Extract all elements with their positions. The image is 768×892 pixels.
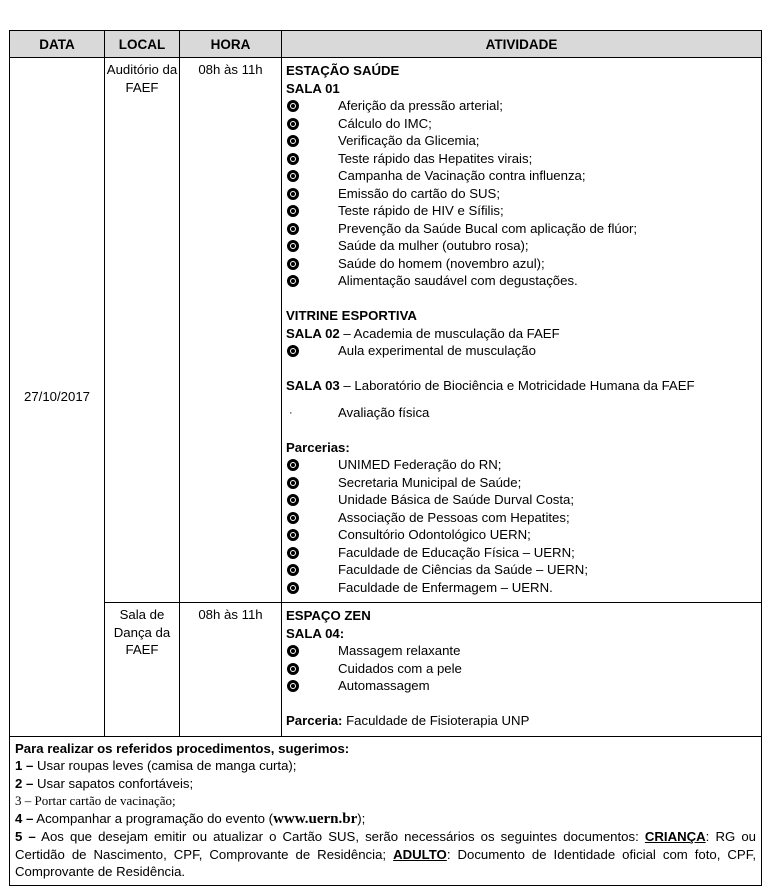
list-item-label: Avaliação física bbox=[338, 404, 430, 420]
list-item bbox=[286, 642, 757, 660]
sala03-label: SALA 03 bbox=[286, 378, 340, 393]
bullet-icon bbox=[287, 564, 299, 576]
list-item-label: Verificação da Glicemia; bbox=[338, 133, 480, 148]
list-item bbox=[286, 272, 757, 290]
footer-num-4: 4 – bbox=[15, 810, 34, 826]
footer-num-2: 2 – bbox=[15, 775, 34, 791]
list-item bbox=[286, 132, 757, 150]
footer-text-1: Usar roupas leves (camisa de manga curta); bbox=[33, 758, 297, 773]
zen-title: ESPAÇO ZEN bbox=[286, 608, 371, 623]
bullet-icon bbox=[287, 663, 299, 675]
sala01-title: SALA 01 bbox=[286, 80, 340, 96]
list-item-label: Automassagem bbox=[338, 678, 430, 693]
footer-line-2 bbox=[15, 775, 756, 793]
hora-cell-2: 08h às 11h bbox=[180, 603, 282, 737]
sala03-list bbox=[286, 404, 757, 422]
bullet-icon bbox=[287, 100, 299, 112]
footer-title: Para realizar os referidos procedimentos, sugerimos: bbox=[15, 740, 350, 756]
sala03-desc: – Laboratório de Biociência e Motricidade Humana da FAEF bbox=[339, 378, 695, 393]
bullet-icon bbox=[287, 345, 299, 357]
footer-num-1: 1 – bbox=[15, 758, 34, 773]
list-item-label: Saúde do homem (novembro azul); bbox=[338, 255, 545, 271]
list-item bbox=[286, 255, 757, 273]
list-item-label: Faculdade de Ciências da Saúde – UERN; bbox=[338, 562, 588, 577]
bullet-icon bbox=[287, 135, 299, 147]
list-item-label: Secretaria Municipal de Saúde; bbox=[338, 474, 522, 490]
list-item bbox=[286, 220, 757, 238]
vitrine-title: VITRINE ESPORTIVA bbox=[286, 308, 417, 323]
list-item-label: Aferição da pressão arterial; bbox=[338, 98, 503, 113]
bullet-icon bbox=[287, 459, 299, 471]
list-item bbox=[286, 561, 757, 579]
bullet-icon bbox=[287, 512, 299, 524]
table-row bbox=[10, 58, 762, 603]
sala02-list bbox=[286, 342, 757, 360]
list-item bbox=[286, 202, 757, 220]
list-item bbox=[286, 237, 757, 255]
footer-text-4: Acompanhar a programação do evento ( bbox=[33, 810, 274, 826]
crianca-text: : RG ou Certidão de Nascimento, CPF, Comprovante de Residência; bbox=[15, 829, 756, 862]
list-item bbox=[286, 660, 757, 678]
parceria-text: Faculdade de Fisioterapia UNP bbox=[342, 713, 530, 728]
list-item bbox=[286, 491, 757, 509]
parceria-label: Parceria: bbox=[286, 713, 343, 728]
estacao-title: ESTAÇÃO SAÚDE bbox=[286, 63, 400, 78]
list-item-label: Prevenção da Saúde Bucal com aplicação de flúor; bbox=[338, 220, 638, 236]
list-item-label: Emissão do cartão do SUS; bbox=[338, 185, 500, 201]
list-item bbox=[286, 404, 757, 422]
header-atividade: ATIVIDADE bbox=[282, 31, 762, 58]
atividade-cell-2 bbox=[282, 603, 762, 737]
date-cell: 27/10/2017 bbox=[10, 58, 105, 737]
list-item bbox=[286, 167, 757, 185]
table-row bbox=[10, 603, 762, 737]
sala04-list bbox=[286, 642, 757, 695]
atividade-cell-1 bbox=[282, 58, 762, 603]
footer-text-5: Aos que desejam emitir ou atualizar o Cartão SUS, serão necessários os seguintes documentos: bbox=[35, 829, 645, 844]
bullet-icon bbox=[287, 494, 299, 506]
sala04-title: SALA 04: bbox=[286, 625, 345, 641]
list-item-label: Consultório Odontológico UERN; bbox=[338, 527, 531, 542]
bullet-icon bbox=[287, 582, 299, 594]
list-item-label: Campanha de Vacinação contra influenza; bbox=[338, 168, 586, 183]
parceria-line bbox=[286, 712, 757, 730]
footer-text-2: Usar sapatos confortáveis; bbox=[33, 775, 194, 791]
list-item-label: Teste rápido das Hepatites virais; bbox=[338, 150, 533, 166]
footer-end-4: ); bbox=[357, 810, 366, 826]
parcerias-list bbox=[286, 456, 757, 596]
header-row bbox=[10, 31, 762, 58]
sala02-label: SALA 02 bbox=[286, 325, 340, 341]
parcerias-title: Parcerias: bbox=[286, 439, 350, 455]
list-item-label: Teste rápido de HIV e Sífilis; bbox=[338, 203, 504, 218]
list-item-label: UNIMED Federação do RN; bbox=[338, 457, 502, 472]
footer-line-3: 3 – Portar cartão de vacinação; bbox=[15, 793, 176, 808]
sala03-line bbox=[286, 377, 757, 395]
bullet-icon bbox=[287, 477, 299, 489]
list-item-label: Associação de Pessoas com Hepatites; bbox=[338, 509, 570, 525]
bullet-icon bbox=[287, 645, 299, 657]
list-item bbox=[286, 150, 757, 168]
list-item bbox=[286, 185, 757, 203]
list-item-label: Massagem relaxante bbox=[338, 643, 461, 658]
list-item bbox=[286, 115, 757, 133]
list-item bbox=[286, 509, 757, 527]
list-item-label: Faculdade de Enfermagem – UERN. bbox=[338, 579, 553, 595]
schedule-table bbox=[9, 30, 762, 886]
header-local: LOCAL bbox=[105, 31, 180, 58]
list-item-label: Cuidados com a pele bbox=[338, 660, 462, 676]
adulto-text: : Documento de Identidade oficial com foto, CPF, Comprovante de Residência. bbox=[15, 846, 756, 879]
list-item bbox=[286, 579, 757, 597]
footer-line-5 bbox=[15, 828, 756, 881]
local-cell-2: Sala de Dança da FAEF bbox=[105, 603, 180, 737]
local-cell-1: Auditório da FAEF bbox=[105, 58, 180, 603]
crianca-label: CRIANÇA bbox=[644, 829, 706, 844]
footer-cell bbox=[10, 736, 762, 885]
footer-num-5: 5 – bbox=[15, 829, 36, 844]
list-item bbox=[286, 342, 757, 360]
sala02-line bbox=[286, 325, 757, 343]
list-item-label: Unidade Básica de Saúde Durval Costa; bbox=[338, 492, 575, 507]
list-item bbox=[286, 677, 757, 695]
list-item bbox=[286, 474, 757, 492]
sala01-list bbox=[286, 97, 757, 290]
bullet-icon bbox=[287, 153, 299, 165]
footer-row bbox=[10, 736, 762, 885]
header-hora: HORA bbox=[180, 31, 282, 58]
bullet-icon bbox=[287, 170, 299, 182]
list-item bbox=[286, 456, 757, 474]
footer-line-1 bbox=[15, 757, 756, 775]
list-item-label: Cálculo do IMC; bbox=[338, 115, 432, 131]
header-date: DATA bbox=[10, 31, 105, 58]
list-item-label: Aula experimental de musculação bbox=[338, 343, 536, 358]
bullet-icon bbox=[287, 547, 299, 559]
list-item bbox=[286, 544, 757, 562]
bullet-icon bbox=[287, 258, 299, 270]
bullet-icon bbox=[287, 118, 299, 130]
hora-cell-1: 08h às 11h bbox=[180, 58, 282, 603]
bullet-icon bbox=[287, 223, 299, 235]
footer-line-4 bbox=[15, 810, 756, 829]
list-item bbox=[286, 526, 757, 544]
list-item-label: Saúde da mulher (outubro rosa); bbox=[338, 238, 529, 253]
bullet-icon bbox=[287, 529, 299, 541]
sala02-desc: – Academia de musculação da FAEF bbox=[339, 325, 560, 341]
list-item-label: Faculdade de Educação Física – UERN; bbox=[338, 544, 575, 560]
bullet-icon bbox=[287, 205, 299, 217]
bullet-icon bbox=[287, 188, 299, 200]
list-item bbox=[286, 97, 757, 115]
bullet-icon bbox=[287, 680, 299, 692]
dot-bullet-icon: · bbox=[289, 406, 293, 419]
website-link[interactable]: www.uern.br bbox=[273, 810, 358, 827]
list-item-label: Alimentação saudável com degustações. bbox=[338, 273, 578, 288]
bullet-icon bbox=[287, 240, 299, 252]
bullet-icon bbox=[287, 275, 299, 287]
adulto-label: ADULTO bbox=[393, 846, 447, 862]
